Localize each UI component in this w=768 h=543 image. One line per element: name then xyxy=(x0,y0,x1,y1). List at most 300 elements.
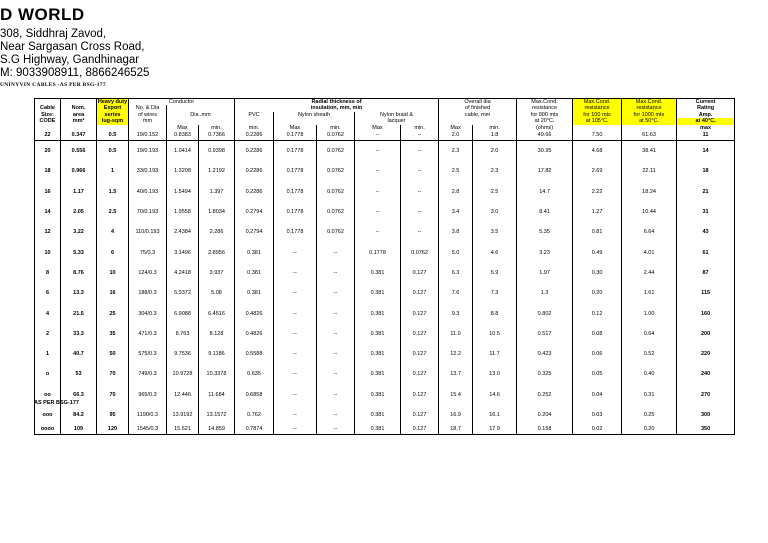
table-cell: 965/0.3 xyxy=(129,385,167,405)
table-cell: 61 xyxy=(677,243,735,263)
table-cell: 5.0 xyxy=(439,243,473,263)
table-cell: 16 xyxy=(97,283,129,303)
cable-size-header-1: Cable xyxy=(35,105,61,111)
table-cell: 1.5 xyxy=(97,182,129,202)
table-cell: o xyxy=(35,364,61,384)
table-cell: 19/0.152 xyxy=(129,131,167,141)
table-cell: 0.966 xyxy=(61,161,97,181)
table-cell: 10.5 xyxy=(473,324,517,344)
table-cell: 50 xyxy=(97,344,129,364)
table-cell: 11.684 xyxy=(199,385,235,405)
table-cell: 1.8034 xyxy=(199,202,235,222)
table-cell: 0.802 xyxy=(517,303,573,323)
table-cell: 0.0762 xyxy=(317,182,355,202)
table-cell: 1545/0.3 xyxy=(129,425,167,435)
table-cell: 0.2286 xyxy=(235,141,274,162)
table-cell: 0.8383 xyxy=(167,131,199,141)
table-cell: 0.5588 xyxy=(235,344,274,364)
table-cell: 200 xyxy=(677,324,735,344)
cable-data-rows xyxy=(35,131,735,435)
table-cell: 43 xyxy=(677,222,735,242)
pvc-header: PVC xyxy=(235,112,274,118)
table-cell: 3.0 xyxy=(473,202,517,222)
table-cell: 70 xyxy=(97,364,129,384)
wires-header-1: No. & Dia xyxy=(129,105,167,111)
table-cell: 15.4 xyxy=(439,385,473,405)
table-cell: -- xyxy=(401,161,439,181)
table-cell: -- xyxy=(401,202,439,222)
table-cell: -- xyxy=(317,324,355,344)
table-cell: 11.0 xyxy=(439,324,473,344)
document-subtitle: UNINYVIN CABLES -AS PER BSG-177 xyxy=(0,82,106,88)
wires-header-3: mm xyxy=(129,118,167,124)
table-cell: 20 xyxy=(35,141,61,162)
table-cell: 1.17 xyxy=(61,182,97,202)
table-cell: 18.24 xyxy=(622,182,677,202)
table-cell: 0.2794 xyxy=(235,222,274,242)
table-cell: 33/0.193 xyxy=(129,161,167,181)
table-cell: 0.0762 xyxy=(317,131,355,141)
table-cell: ooo xyxy=(35,405,61,425)
table-cell: 3.23 xyxy=(517,243,573,263)
table-cell: 471/0.3 xyxy=(129,324,167,344)
table-cell: -- xyxy=(274,243,317,263)
table-cell: 2.5 xyxy=(439,161,473,181)
table-cell: 7.6 xyxy=(439,283,473,303)
table-cell: 2.4384 xyxy=(167,222,199,242)
table-cell: -- xyxy=(274,364,317,384)
table-cell: -- xyxy=(317,385,355,405)
table-cell: 0.81 xyxy=(573,222,622,242)
table-cell: 2.22 xyxy=(573,182,622,202)
table-cell: 9.7536 xyxy=(167,344,199,364)
res1000-header-1: Max.Cond. xyxy=(622,99,677,106)
company-name: D WORLD xyxy=(0,5,85,24)
table-cell: 8.128 xyxy=(199,324,235,344)
table-row xyxy=(35,385,735,405)
table-cell: 15.621 xyxy=(167,425,199,435)
address-line-3: S.G Highway, Gandhinagar xyxy=(0,54,140,66)
table-cell: 0.127 xyxy=(401,344,439,364)
table-cell: 0.20 xyxy=(573,283,622,303)
table-cell: 0.9398 xyxy=(199,141,235,162)
table-cell: 9.1186 xyxy=(199,344,235,364)
table-cell: 5.35 xyxy=(517,222,573,242)
table-cell: 17.82 xyxy=(517,161,573,181)
res100-header-1: Max.Cond. xyxy=(573,99,622,106)
table-cell: 13.1572 xyxy=(199,405,235,425)
standard-footnote: AS PER BSG-177 xyxy=(34,400,79,406)
table-row xyxy=(35,182,735,202)
table-cell: 22 xyxy=(35,131,61,141)
table-cell: 8.76 xyxy=(61,263,97,283)
table-cell: 3.1496 xyxy=(167,243,199,263)
table-cell: 1.8 xyxy=(473,131,517,141)
table-cell: 1 xyxy=(97,161,129,181)
table-cell: 7.50 xyxy=(573,131,622,141)
res900-header-4: at 20°C. xyxy=(517,118,573,124)
res900-header-1: Max.Cond. xyxy=(517,99,573,106)
table-cell: 3.4 xyxy=(439,202,473,222)
table-cell: 11.7 xyxy=(473,344,517,364)
table-cell: 0.1778 xyxy=(274,202,317,222)
table-cell: 1.27 xyxy=(573,202,622,222)
table-cell: 14 xyxy=(677,141,735,162)
table-cell: 4.2418 xyxy=(167,263,199,283)
table-cell: 16 xyxy=(35,182,61,202)
address-line-1: 308, Siddhraj Zavod, xyxy=(0,28,107,40)
nom-area-header-2: area xyxy=(61,112,97,118)
table-cell: 0.127 xyxy=(401,263,439,283)
table-cell: 749/0.3 xyxy=(129,364,167,384)
table-cell: 1.61 xyxy=(622,283,677,303)
table-cell: -- xyxy=(274,344,317,364)
table-cell: 8.763 xyxy=(167,324,199,344)
table-cell: 70 xyxy=(97,385,129,405)
res1000-header-4: at 50°C. xyxy=(622,118,677,124)
table-cell: 0.25 xyxy=(622,405,677,425)
nylon-braid-header-2: lacquer xyxy=(355,118,439,124)
table-cell: -- xyxy=(274,324,317,344)
table-cell: 0.4826 xyxy=(235,303,274,323)
table-cell: 220 xyxy=(677,344,735,364)
table-cell: -- xyxy=(355,141,401,162)
table-cell: 0.127 xyxy=(401,303,439,323)
table-cell: 4.01 xyxy=(622,243,677,263)
overall-header-1: Overall dia xyxy=(439,99,517,106)
table-cell: -- xyxy=(274,405,317,425)
nylon-sheath-max-header: Max xyxy=(274,125,317,131)
table-cell: 14 xyxy=(35,202,61,222)
table-cell: 350 xyxy=(677,425,735,435)
table-cell: 0.2286 xyxy=(235,182,274,202)
heavy-duty-header-2: Export xyxy=(97,105,129,111)
table-row xyxy=(35,425,735,435)
table-cell: 0.6858 xyxy=(235,385,274,405)
table-cell: 18.7 xyxy=(439,425,473,435)
table-cell: 5.33 xyxy=(61,243,97,263)
dia-min-header: min. xyxy=(199,125,235,131)
table-cell: 0.381 xyxy=(355,405,401,425)
table-cell: 4.68 xyxy=(573,141,622,162)
table-cell: 0.2286 xyxy=(235,161,274,181)
overall-header-2: of finished xyxy=(439,105,517,111)
table-cell: 5.08 xyxy=(199,283,235,303)
table-cell: 1.5494 xyxy=(167,182,199,202)
table-cell: 0.381 xyxy=(355,283,401,303)
table-row xyxy=(35,202,735,222)
table-cell: -- xyxy=(317,263,355,283)
table-cell: -- xyxy=(317,344,355,364)
table-cell: 17.9 xyxy=(473,425,517,435)
table-cell: 0.02 xyxy=(573,425,622,435)
table-cell: 31 xyxy=(677,202,735,222)
table-cell: 16.1 xyxy=(473,405,517,425)
cable-size-header-3: CODE xyxy=(35,118,61,124)
table-cell: 0.0762 xyxy=(317,202,355,222)
table-row xyxy=(35,263,735,283)
wires-header-2: of wires xyxy=(129,112,167,118)
table-cell: -- xyxy=(401,131,439,141)
table-cell: 0.1778 xyxy=(274,161,317,181)
table-cell: 300 xyxy=(677,405,735,425)
table-cell: 2.8 xyxy=(439,182,473,202)
table-cell: 6.3 xyxy=(439,263,473,283)
res900-header-2: resistance xyxy=(517,105,573,111)
table-cell: 13.0 xyxy=(473,364,517,384)
table-cell: 0.556 xyxy=(61,141,97,162)
table-cell: -- xyxy=(355,131,401,141)
table-cell: 0.08 xyxy=(573,324,622,344)
table-cell: 2.0 xyxy=(473,141,517,162)
res900-header-3: for 900 mts xyxy=(517,112,573,118)
table-cell: 0.1778 xyxy=(274,222,317,242)
table-cell: 21 xyxy=(677,182,735,202)
table-cell: 84.2 xyxy=(61,405,97,425)
table-cell: 120 xyxy=(97,425,129,435)
table-cell: 270 xyxy=(677,385,735,405)
table-row xyxy=(35,243,735,263)
table-cell: -- xyxy=(274,303,317,323)
table-cell: 124/0.3 xyxy=(129,263,167,283)
table-cell: 2.286 xyxy=(199,222,235,242)
table-cell: 0.762 xyxy=(235,405,274,425)
dia-header: Dia .mm xyxy=(167,112,235,118)
table-cell: 0.64 xyxy=(622,324,677,344)
table-cell: 10 xyxy=(97,263,129,283)
table-cell: 109 xyxy=(61,425,97,435)
table-cell: 0.381 xyxy=(235,283,274,303)
table-cell: 0.127 xyxy=(401,283,439,303)
table-cell: 0.127 xyxy=(401,405,439,425)
table-cell: 0.1778 xyxy=(355,243,401,263)
table-cell: 18 xyxy=(677,161,735,181)
table-cell: 0.0762 xyxy=(317,222,355,242)
table-cell: 0.05 xyxy=(573,364,622,384)
table-cell: 0.381 xyxy=(355,425,401,435)
table-cell: -- xyxy=(317,283,355,303)
table-cell: -- xyxy=(401,141,439,162)
table-cell: 0.204 xyxy=(517,405,573,425)
table-cell: 75/0.3 xyxy=(129,243,167,263)
table-cell: 2.3 xyxy=(439,141,473,162)
table-cell: 0.381 xyxy=(355,303,401,323)
table-row xyxy=(35,161,735,181)
table-cell: -- xyxy=(317,243,355,263)
table-cell: 240 xyxy=(677,364,735,384)
table-cell: 10.44 xyxy=(622,202,677,222)
table-cell: 2 xyxy=(35,324,61,344)
table-cell: 304/0.3 xyxy=(129,303,167,323)
table-cell: -- xyxy=(274,263,317,283)
table-cell: 3.937 xyxy=(199,263,235,283)
table-cell: 13.7 xyxy=(439,364,473,384)
table-cell: 18 xyxy=(35,161,61,181)
nylon-sheath-header: Nylon sheath xyxy=(274,112,355,118)
table-cell: 0.52 xyxy=(622,344,677,364)
table-cell: 1.00 xyxy=(622,303,677,323)
table-cell: 10.3378 xyxy=(199,364,235,384)
table-cell: 11 xyxy=(677,131,735,141)
table-cell: 1.3 xyxy=(517,283,573,303)
table-cell: 0.2794 xyxy=(235,202,274,222)
table-cell: 0.158 xyxy=(517,425,573,435)
table-cell: 0.31 xyxy=(622,385,677,405)
table-cell: 33.3 xyxy=(61,324,97,344)
table-cell: -- xyxy=(274,425,317,435)
nylon-sheath-min-header: min. xyxy=(317,125,355,131)
table-cell: -- xyxy=(317,303,355,323)
table-cell: 21.5 xyxy=(61,303,97,323)
table-row xyxy=(35,405,735,425)
table-cell: 2.5 xyxy=(97,202,129,222)
table-row xyxy=(35,141,735,162)
table-cell: 0.347 xyxy=(61,131,97,141)
table-row xyxy=(35,324,735,344)
table-cell: -- xyxy=(274,385,317,405)
table-cell: 0.381 xyxy=(355,324,401,344)
cable-size-header-2: Size: xyxy=(35,112,61,118)
table-cell: 6.4516 xyxy=(199,303,235,323)
table-cell: 10 xyxy=(35,243,61,263)
table-cell: 0.5 xyxy=(97,131,129,141)
table-cell: 6 xyxy=(35,283,61,303)
table-cell: 12.2 xyxy=(439,344,473,364)
table-cell: 0.381 xyxy=(235,263,274,283)
table-cell: 1.2192 xyxy=(199,161,235,181)
table-cell: 0.325 xyxy=(517,364,573,384)
overall-max-header: Max xyxy=(439,125,473,131)
table-cell: 2.0 xyxy=(439,131,473,141)
current-header-3: Amp. xyxy=(677,112,735,118)
table-cell: -- xyxy=(355,202,401,222)
table-cell: 0.1778 xyxy=(274,131,317,141)
table-cell: 30.95 xyxy=(517,141,573,162)
current-header-4: at 40°C, xyxy=(677,118,735,124)
table-row xyxy=(35,303,735,323)
table-cell: 0.423 xyxy=(517,344,573,364)
table-cell: 2.8956 xyxy=(199,243,235,263)
table-cell: 1.397 xyxy=(199,182,235,202)
table-cell: 14.7 xyxy=(517,182,573,202)
table-cell: 1.3208 xyxy=(167,161,199,181)
table-cell: -- xyxy=(401,222,439,242)
table-cell: 9.3 xyxy=(439,303,473,323)
table-row xyxy=(35,131,735,141)
heavy-duty-header-4: lug-sqm xyxy=(97,118,129,124)
table-cell: 66.3 xyxy=(61,385,97,405)
table-cell: 0.5 xyxy=(97,141,129,162)
table-cell: -- xyxy=(355,222,401,242)
table-cell: 0.1778 xyxy=(274,182,317,202)
table-row xyxy=(35,364,735,384)
table-cell: 10.9728 xyxy=(167,364,199,384)
table-cell: 3.22 xyxy=(61,222,97,242)
table-cell: 0.381 xyxy=(355,364,401,384)
res100-header-2: resistance xyxy=(573,105,622,111)
radial-header-2: insulation, mm, min xyxy=(235,105,439,111)
table-cell: 40/0.193 xyxy=(129,182,167,202)
table-cell: 6 xyxy=(97,243,129,263)
table-cell: 14.859 xyxy=(199,425,235,435)
table-cell: 4.6 xyxy=(473,243,517,263)
table-cell: 16.9 xyxy=(439,405,473,425)
table-cell: 2.69 xyxy=(573,161,622,181)
cable-spec-table xyxy=(34,98,735,435)
table-cell: -- xyxy=(317,405,355,425)
table-cell: oo xyxy=(35,385,61,405)
table-cell: 4 xyxy=(35,303,61,323)
table-cell: 0.381 xyxy=(355,263,401,283)
table-cell: 12 xyxy=(35,222,61,242)
res100-header-3: for 100 mts xyxy=(573,112,622,118)
table-row xyxy=(35,344,735,364)
table-cell: 0.517 xyxy=(517,324,573,344)
table-cell: 160 xyxy=(677,303,735,323)
table-cell: 0.381 xyxy=(355,344,401,364)
table-cell: 0.0762 xyxy=(401,243,439,263)
table-cell: 1.9558 xyxy=(167,202,199,222)
table-cell: 0.381 xyxy=(355,385,401,405)
table-cell: 0.381 xyxy=(235,243,274,263)
table-cell: 5.9 xyxy=(473,263,517,283)
table-cell: 0.40 xyxy=(622,364,677,384)
overall-min-header: min. xyxy=(473,125,517,131)
table-cell: 0.49 xyxy=(573,243,622,263)
table-cell: 25 xyxy=(97,303,129,323)
table-cell: 110/0.193 xyxy=(129,222,167,242)
table-cell: 5.3372 xyxy=(167,283,199,303)
table-cell: 0.635 xyxy=(235,364,274,384)
table-cell: 188/0.3 xyxy=(129,283,167,303)
table-cell: 3.8 xyxy=(439,222,473,242)
res1000-header-2: resistance xyxy=(622,105,677,111)
nylon-braid-min-header: min. xyxy=(401,125,439,131)
radial-header-1: Radial thickness of xyxy=(235,99,439,106)
table-cell: -- xyxy=(355,161,401,181)
table-cell: -- xyxy=(274,283,317,303)
res900-header-5: (ohms) xyxy=(517,125,573,131)
table-cell: 0.04 xyxy=(573,385,622,405)
table-cell: 575/0.3 xyxy=(129,344,167,364)
table-cell: 0.252 xyxy=(517,385,573,405)
table-cell: 0.0762 xyxy=(317,161,355,181)
table-cell: 1.97 xyxy=(517,263,573,283)
table-cell: 0.127 xyxy=(401,385,439,405)
table-cell: 40.7 xyxy=(61,344,97,364)
current-header-2: Rating xyxy=(677,105,735,111)
table-cell: 115 xyxy=(677,283,735,303)
table-cell: 0.20 xyxy=(622,425,677,435)
table-row xyxy=(35,283,735,303)
current-header-1: Current xyxy=(677,99,735,106)
table-cell: 2.5 xyxy=(473,182,517,202)
table-cell: 61.63 xyxy=(622,131,677,141)
table-cell: 0.7366 xyxy=(199,131,235,141)
nylon-braid-header-1: Nylon braid & xyxy=(355,112,439,118)
res100-header-4: at 105°C. xyxy=(573,118,622,124)
table-cell: 19/0.193 xyxy=(129,141,167,162)
table-cell: 0.06 xyxy=(573,344,622,364)
table-cell: 38.41 xyxy=(622,141,677,162)
table-cell: 13.9192 xyxy=(167,405,199,425)
table-cell: 6.64 xyxy=(622,222,677,242)
table-cell: 0.03 xyxy=(573,405,622,425)
table-cell: 0.2286 xyxy=(235,131,274,141)
current-header-5: max xyxy=(677,125,735,131)
table-cell: 49.66 xyxy=(517,131,573,141)
table-cell: 14.6 xyxy=(473,385,517,405)
